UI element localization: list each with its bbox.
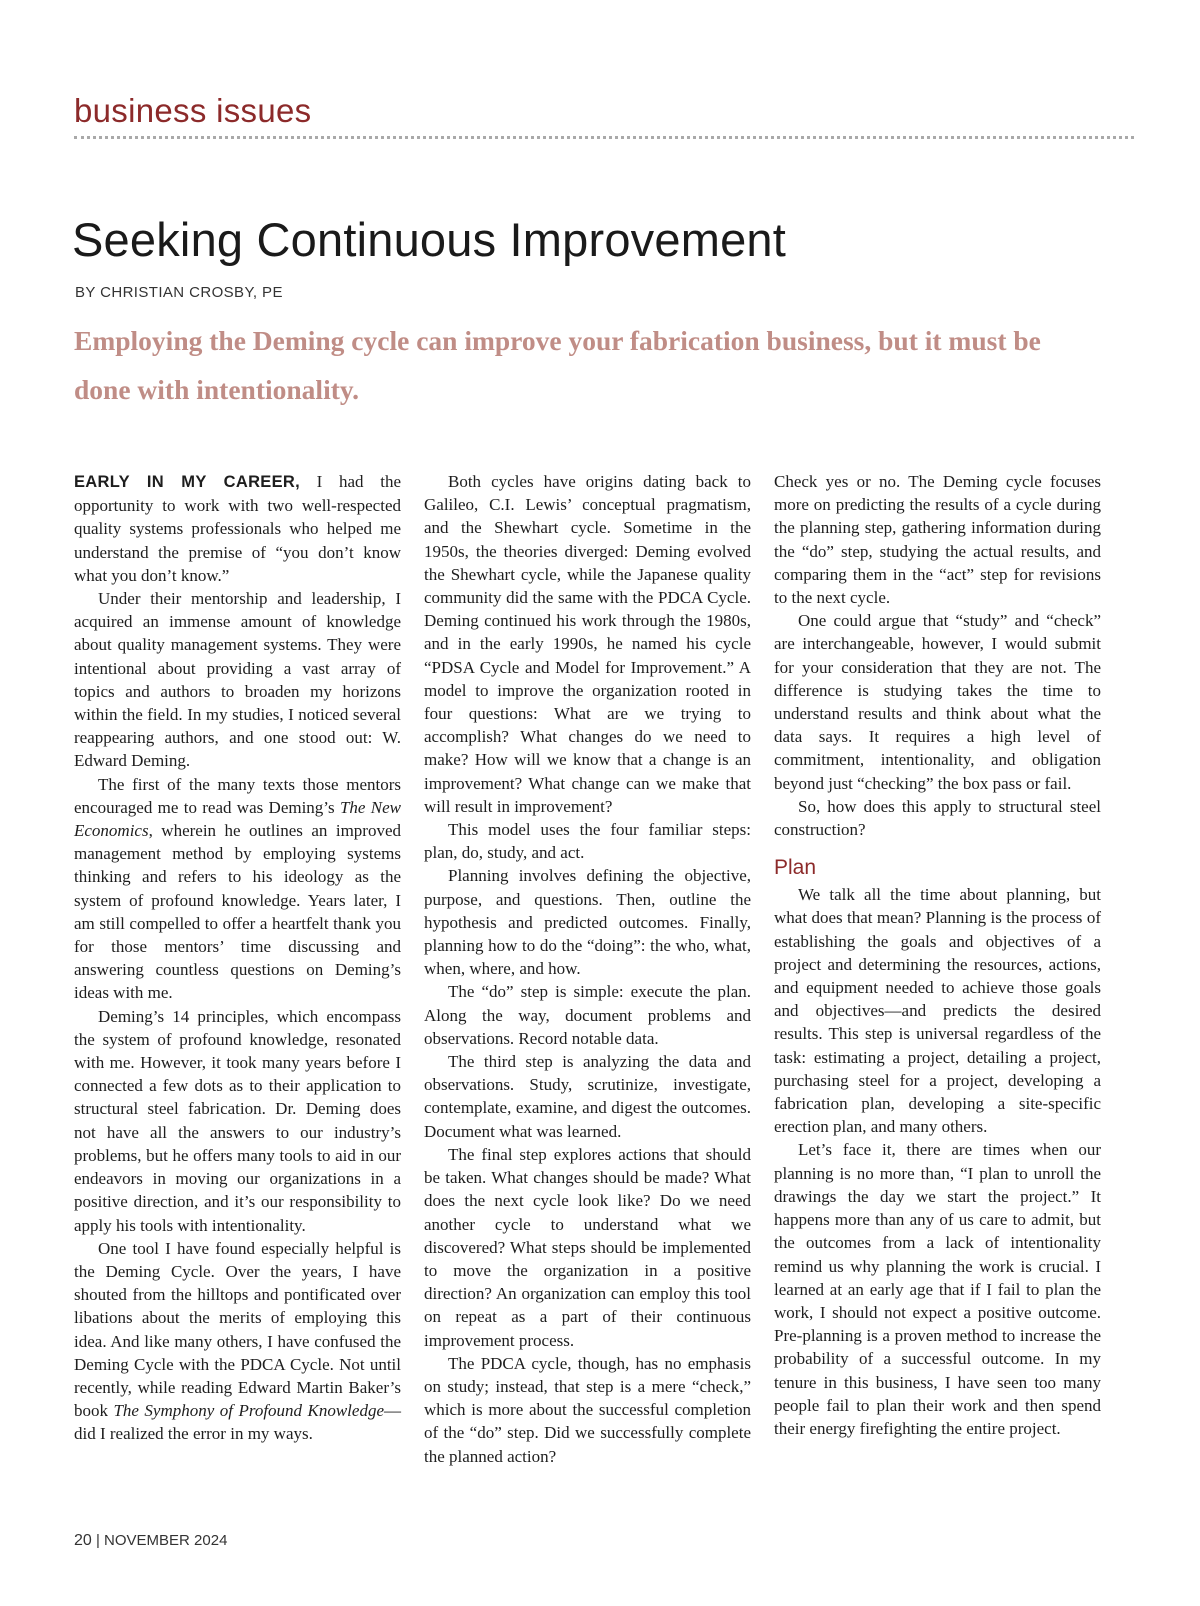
- paragraph: Under their mentorship and leadership, I acquired an immense amount of knowledge about quality management systems. They were intentional about providing a vast array of topics and authors to broaden my horizons within the field. In my studies, I noticed several reappearing authors, and one stood out: W. Edward Deming.: [74, 589, 401, 771]
- paragraph-text: The first of the many texts those mentors encouraged me to read was Deming’s: [74, 774, 401, 817]
- subhead-plan: Plan: [774, 856, 817, 880]
- paragraph: Check yes or no. The Deming cycle focuses more on predicting the results of a cycle during the planning step, gathering information during the “do” step, studying the actual results, and comparing them in the “act” step for revisions to the next cycle.: [774, 472, 1101, 608]
- paragraph: Both cycles have origins dating back to Galileo, C.I. Lewis’ conceptual pragmatism, and the Shewhart cycle. Sometime in the 1950s, the theories diverged: Deming evolved the Shewhart cycle, while the Japanese quality community did the same with the PDCA Cycle. Deming continued his work through the 1980s, and in the early 1990s, he named his cycle “PDSA Cycle and Model for Improvement.” A model to improve the organization rooted in four questions: What are we trying to accomplish? What changes do we need to make? How will we know that a change is an improvement? What change can we make that will result in improvement?: [424, 472, 751, 816]
- paragraph: [74, 470, 401, 587]
- page-footer: [74, 1532, 227, 1550]
- paragraph: We talk all the time about planning, but what does that mean? Planning is the process of establishing the goals and objectives of a project and determining the resources, actions, and equipment needed to achieve those goals and objectives—and predicts the desired results. This step is universal regardless of the task: estimating a project, detailing a project, purchasing steel for a project, developing a fabrication plan, developing a site-specific erection plan, and many others.: [774, 885, 1101, 1137]
- paragraph: One could argue that “study” and “check” are interchangeable, however, I would submit for your consideration that they are not. The difference is studying takes the time to understand results and think about what the data says. It requires a high level of commitment, intentionality, and obligation beyond just “checking” the box pass or fail.: [774, 611, 1101, 793]
- body-column-3: [774, 470, 1101, 1440]
- body-column-1: [74, 470, 401, 1446]
- paragraph: So, how does this apply to structural steel construction?: [774, 796, 1101, 840]
- paragraph: The final step explores actions that should be taken. What changes should be made? What does the next cycle look like? Do we need another cycle to understand what we discovered? What steps should be implemented to move the organization in a positive direction? An organization can employ this tool on repeat as a part of their continuous improvement process.: [424, 1144, 751, 1350]
- dotted-divider: [74, 136, 1134, 139]
- paragraph: [74, 1237, 401, 1446]
- paragraph: Let’s face it, there are times when our planning is no more than, “I plan to unroll the drawings the day we start the project.” It happens more than any of us care to admit, but the outcomes from a lack of intentionality remind us why planning the work is crucial. I learned at an early age that if I fail to plan the work, I should not expect a positive outcome. Pre-planning is a proven method to increase the probability of a successful outcome. In my tenure in this business, I have seen too many people fail to plan their work and then spend their energy firefighting the entire project.: [774, 1140, 1101, 1438]
- paragraph: The PDCA cycle, though, has no emphasis on study; instead, that step is a mere “check,” which is more about the successful completion of the “do” step. Did we successfully complete the planned action?: [424, 1353, 751, 1466]
- paragraph-text: —did I realized the error in my ways.: [74, 1401, 401, 1444]
- section-label: business issues: [74, 92, 312, 129]
- paragraph: The third step is analyzing the data and observations. Study, scrutinize, investigate, contemplate, examine, and digest the outcomes. Document what was learned.: [424, 1052, 751, 1141]
- paragraph: The “do” step is simple: execute the plan. Along the way, document problems and observations. Record notable data.: [424, 982, 751, 1048]
- paragraph-text: I had the opportunity to work with two well-respected quality systems professionals who helped me understand the premise of “you don’t know what you don’t know.”: [74, 472, 401, 585]
- book-title: The New Economics: [74, 797, 401, 841]
- body-column-2: [424, 470, 751, 1468]
- article-title: Seeking Continuous Improvement: [72, 213, 787, 266]
- paragraph: This model uses the four familiar steps: plan, do, study, and act.: [424, 820, 751, 863]
- paragraph-text: , wherein he outlines an improved management method by employing systems thinking and refers to his ideology as the system of profound knowledge. Years later, I am still compelled to offer a heartfelt thank you for those mentors’ time discussing and answering countless questions on Deming’s ideas with me.: [74, 821, 401, 1003]
- byline: BY CHRISTIAN CROSBY, PE: [75, 284, 283, 301]
- paragraph: Planning involves defining the objective, purpose, and questions. Then, outline the hypothesis and predicted outcomes. Finally, planning how to do the “doing”: the who, what, when, where, and how.: [424, 866, 751, 979]
- paragraph: [74, 773, 401, 1005]
- issue-date: NOVEMBER 2024: [104, 1532, 228, 1549]
- paragraph: Deming’s 14 principles, which encompass the system of profound knowledge, resonated with me. However, it took many years before I connected a few dots as to their application to structural steel fabrication. Dr. Deming does not have all the answers to our industry’s problems, but he offers many tools to aid in our endeavors in moving our organizations in a positive direction, and it’s our responsibility to apply his tools with intentionality.: [74, 1006, 401, 1235]
- book-title: The Symphony of Profound Knowledge: [113, 1401, 384, 1421]
- article-deck: Employing the Deming cycle can improve your fabrication business, but it must be done with intentionality.: [74, 325, 1041, 405]
- paragraph-text: One tool I have found especially helpful is the Deming Cycle. Over the years, I have shouted from the hilltops and pontificated over libations about the merits of employing this idea. And like many others, I have confused the Deming Cycle with the PDCA Cycle. Not until recently, while reading Edward Martin Baker’s book: [74, 1238, 401, 1421]
- footer-separator: |: [91, 1532, 105, 1549]
- page-number: 20: [74, 1532, 92, 1549]
- lead-in: EARLY IN MY CAREER,: [74, 473, 301, 491]
